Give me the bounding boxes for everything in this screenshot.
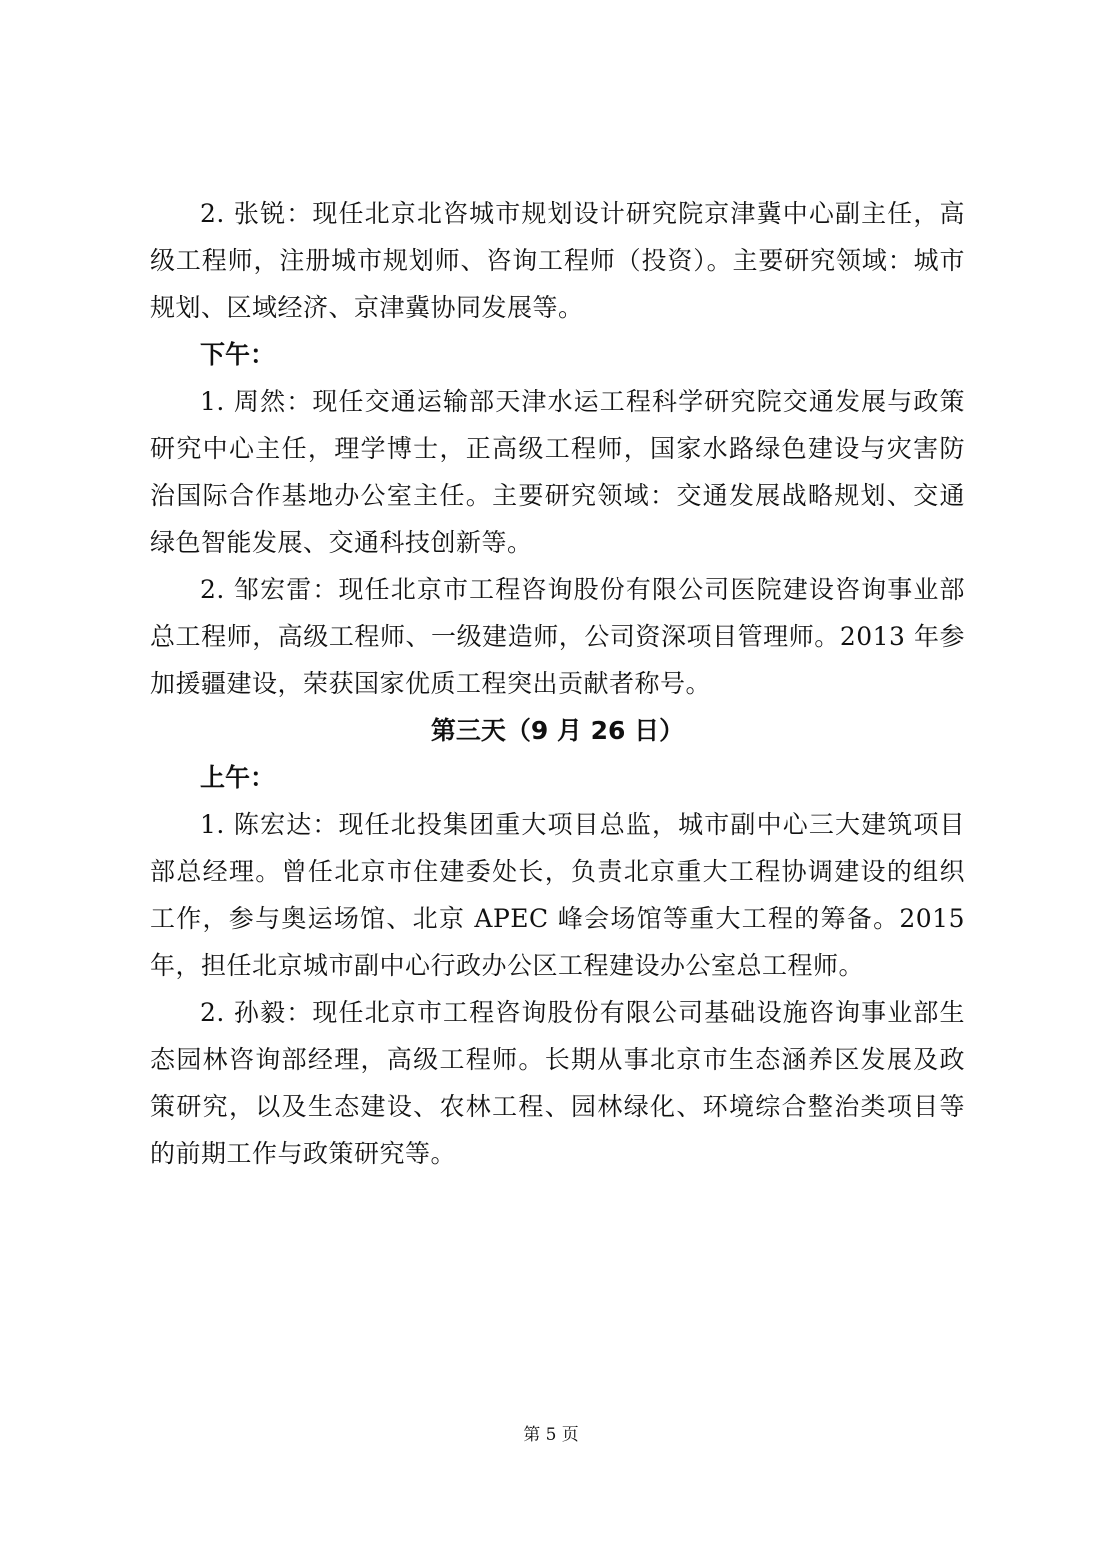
- paragraph-zhou-ran: 1. 周然：现任交通运输部天津水运工程科学研究院交通发展与政策研究中心主任，理学博士，正高级工程师，国家水路绿色建设与灾害防治国际合作基地办公室主任。主要研究领域：交通发展战略规划、交通绿色智能发展、交通科技创新等。: [150, 387, 965, 557]
- section-heading-afternoon: 下午：: [200, 340, 276, 369]
- document-body: [150, 190, 965, 1177]
- section-heading-morning: 上午：: [200, 763, 276, 792]
- page-number: 第 5 页: [523, 1425, 579, 1445]
- paragraph-sun-yi: 2. 孙毅：现任北京市工程咨询股份有限公司基础设施咨询事业部生态园林咨询部经理，高级工程师。长期从事北京市生态涵养区发展及政策研究，以及生态建设、农林工程、园林绿化、环境综合整治类项目等的前期工作与政策研究等。: [150, 998, 965, 1168]
- paragraph-zou-honglei: 2. 邹宏雷：现任北京市工程咨询股份有限公司医院建设咨询事业部总工程师，高级工程师、一级建造师，公司资深项目管理师。2013 年参加援疆建设，荣获国家优质工程突出贡献者称号。: [150, 575, 965, 698]
- paragraph-zhang-rui: 2. 张锐：现任北京北咨城市规划设计研究院京津冀中心副主任，高级工程师，注册城市规划师、咨询工程师（投资）。主要研究领域：城市规划、区域经济、京津冀协同发展等。: [150, 199, 965, 322]
- paragraph-chen-hongda: 1. 陈宏达：现任北投集团重大项目总监，城市副中心三大建筑项目部总经理。曾任北京市住建委处长，负责北京重大工程协调建设的组织工作，参与奥运场馆、北京 APEC 峰会场馆等重大工程的筹备。2015 年，担任北京城市副中心行政办公区工程建设办公室总工程师。: [150, 810, 965, 980]
- day-three-title: 第三天（9 月 26 日）: [430, 716, 685, 745]
